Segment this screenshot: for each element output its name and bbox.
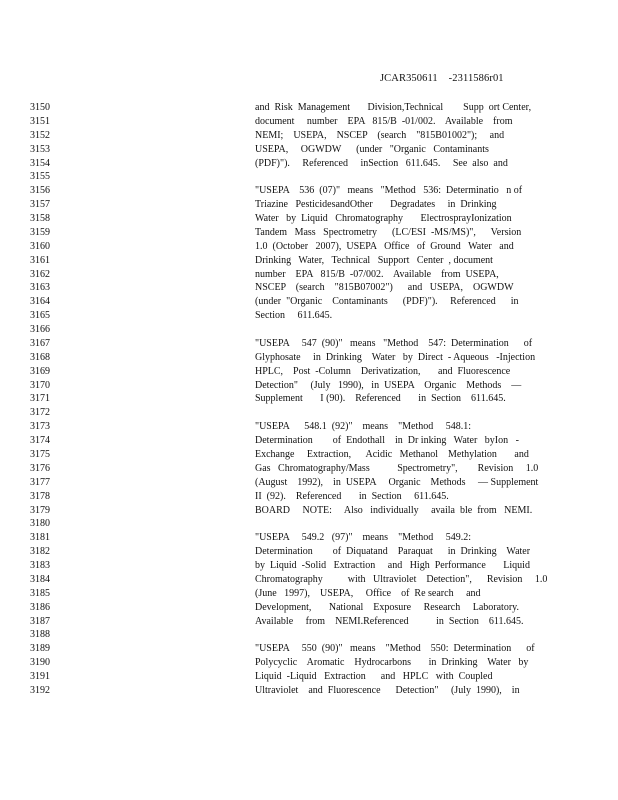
line-text: "USEPA 547 (90)" means "Method 547: Determination of xyxy=(255,337,533,349)
line-number: 3187 xyxy=(30,615,50,627)
line-number: 3184 xyxy=(30,573,50,585)
line-number: 3168 xyxy=(30,351,50,363)
line-number: 3163 xyxy=(30,282,50,294)
line-number: 3188 xyxy=(30,629,50,641)
line-number: 3157 xyxy=(30,199,50,211)
line-number: 3192 xyxy=(30,684,50,696)
line-text: Exchange Extraction, Acidic Methanol Methylation and xyxy=(255,449,529,460)
line-text: (under "Organic Contaminants (PDF)"). Referenced in xyxy=(255,296,519,308)
line-number: 3166 xyxy=(30,324,50,336)
line-text: Chromatography with Ultraviolet Detection", Revision 1.0 xyxy=(255,573,548,585)
line-number: 3155 xyxy=(30,171,50,183)
line-text: number EPA 815/B -07/002. Available from USEPA, xyxy=(255,268,499,280)
line-number: 3170 xyxy=(30,379,50,391)
line-number: 3179 xyxy=(30,504,50,516)
line-text: "USEPA 549.2 (97)" means "Method 549.2: xyxy=(255,532,472,544)
line-text: II (92). Referenced in Section 611.645. xyxy=(255,490,449,502)
line-number: 3182 xyxy=(30,546,50,558)
line-text: Polycyclic Aromatic Hydrocarbons in Drinking Water by xyxy=(255,657,529,669)
line-text: Development, National Exposure Research Laboratory. xyxy=(255,601,519,613)
line-number: 3175 xyxy=(30,449,50,460)
line-text: Gas Chromatography/Mass Spectrometry", Revision 1.0 xyxy=(255,462,539,474)
line-text: 1.0 (October 2007), USEPA Office of Ground Water and xyxy=(255,240,514,252)
line-text: Supplement I (90). Referenced in Section 611.645. xyxy=(255,393,506,405)
line-number: 3154 xyxy=(30,157,50,169)
line-text: Determination of Diquatand Paraquat in Drinking Water xyxy=(255,546,531,558)
line-text: Determination of Endothall in Dr inking Water byIon - xyxy=(255,435,519,447)
line-number: 3178 xyxy=(30,490,50,502)
line-number: 3181 xyxy=(30,532,50,544)
line-number: 3165 xyxy=(30,310,50,322)
line-number: 3151 xyxy=(30,115,50,127)
line-text: and Risk Management Division,Technical Supp ort Center, xyxy=(255,102,532,113)
line-text: "USEPA 548.1 (92)" means "Method 548.1: xyxy=(255,421,472,433)
line-text: Tandem Mass Spectrometry (LC/ESI -MS/MS)", Version xyxy=(255,226,522,238)
line-text: NSCEP (search "815B07002") and USEPA, OGWDW xyxy=(255,282,514,294)
line-text: Triazine PesticidesandOther Degradates in Drinking xyxy=(255,199,497,211)
line-number: 3169 xyxy=(30,365,50,377)
line-number: 3174 xyxy=(30,435,50,447)
line-text: Liquid -Liquid Extraction and HPLC with Coupled xyxy=(255,671,493,683)
line-number: 3153 xyxy=(30,143,50,155)
line-text: NEMI; USEPA, NSCEP (search "815B01002"); and xyxy=(255,129,505,141)
line-number: 3190 xyxy=(30,657,50,669)
line-text: USEPA, OGWDW (under "Organic Contaminants xyxy=(255,143,489,155)
line-number: 3160 xyxy=(30,240,50,252)
line-text: document number EPA 815/B -01/002. Available from xyxy=(255,115,513,127)
line-text: Water by Liquid Chromatography ElectrosprayIonization xyxy=(255,213,512,225)
line-number: 3180 xyxy=(30,518,50,530)
line-number: 3150 xyxy=(30,102,50,113)
line-number: 3173 xyxy=(30,421,50,433)
line-text: "USEPA 536 (07)" means "Method 536: Determinatio n of xyxy=(255,185,523,197)
line-text: Glyphosate in Drinking Water by Direct - Aqueous -Injection xyxy=(255,351,536,363)
line-text: (June 1997), USEPA, Office of Re search and xyxy=(255,587,481,599)
line-number: 3191 xyxy=(30,671,50,683)
line-text: Available from NEMI.Referenced in Section 611.645. xyxy=(255,615,524,627)
line-number: 3171 xyxy=(30,393,50,405)
line-number: 3156 xyxy=(30,185,50,197)
line-number: 3162 xyxy=(30,268,50,280)
line-text: by Liquid -Solid Extraction and High Performance Liquid xyxy=(255,560,530,572)
line-number: 3186 xyxy=(30,601,50,613)
line-text: Drinking Water, Technical Support Center , document xyxy=(255,254,493,266)
line-number: 3176 xyxy=(30,462,50,474)
line-number: 3164 xyxy=(30,296,50,308)
line-text: HPLC, Post -Column Derivatization, and Fluorescence xyxy=(255,365,511,377)
line-text: Section 611.645. xyxy=(255,310,333,322)
line-number: 3158 xyxy=(30,213,50,225)
line-text: "USEPA 550 (90)" means "Method 550: Determination of xyxy=(255,643,535,655)
line-number: 3159 xyxy=(30,226,50,238)
line-number: 3161 xyxy=(30,254,50,266)
document-header-id: JCAR350611 -2311586r01 xyxy=(380,73,504,84)
line-number: 3172 xyxy=(30,407,50,419)
line-text: (August 1992), in USEPA Organic Methods — Supplement xyxy=(255,476,539,488)
line-number: 3185 xyxy=(30,587,50,599)
line-number: 3152 xyxy=(30,129,50,141)
line-number: 3167 xyxy=(30,337,50,349)
line-text: (PDF)"). Referenced inSection 611.645. See also and xyxy=(255,157,508,169)
line-number: 3183 xyxy=(30,560,50,572)
line-number: 3177 xyxy=(30,476,50,488)
line-text: Detection" (July 1990), in USEPA Organic Methods — xyxy=(255,379,522,391)
line-text: Ultraviolet and Fluorescence Detection" (July 1990), in xyxy=(255,684,520,696)
line-text: BOARD NOTE: Also individually availa ble from NEMI. xyxy=(255,504,533,516)
line-number: 3189 xyxy=(30,643,50,655)
